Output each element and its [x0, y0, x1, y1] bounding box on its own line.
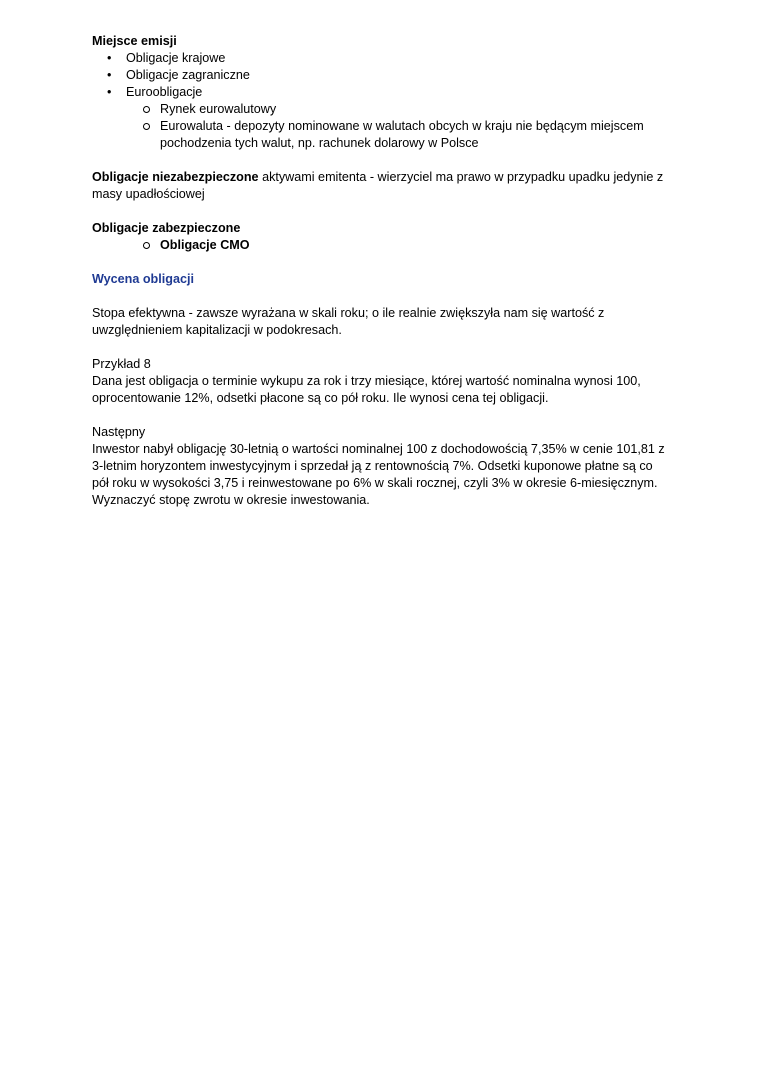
- wycena-heading: Wycena obligacji: [92, 272, 194, 286]
- sub-list-item: Obligacje CMO: [92, 237, 672, 254]
- next-title: Następny: [92, 425, 146, 439]
- sub-list-item: Rynek eurowalutowy: [92, 101, 672, 118]
- example-text: Dana jest obligacja o terminie wykupu za rok i trzy miesiące, której wartość nominalna wynosi 100, oprocentowanie 12%, odsetki płacone są co pół roku. Ile wynosi cena tej obligacji.: [92, 374, 641, 405]
- list-item: • Obligacje zagraniczne: [107, 68, 250, 82]
- sub-list-item: Eurowaluta - depozyty nominowane w walutach obcych w kraju nie będącym miejscem pochodzenia tych walut, np. rachunek dolarowy w Polsce: [92, 118, 672, 152]
- document-content: [92, 33, 672, 509]
- circle-bullet-icon: [143, 123, 150, 130]
- circle-bullet-icon: [143, 106, 150, 113]
- bullet-icon: •: [107, 68, 112, 82]
- example-title: Przykład 8: [92, 357, 151, 371]
- circle-bullet-icon: [143, 242, 150, 249]
- emisja-list: [92, 50, 672, 152]
- bullet-icon: •: [107, 51, 112, 65]
- zabezpieczone-title: Obligacje zabezpieczone: [92, 221, 241, 235]
- niezabezpieczone-paragraph: [92, 169, 672, 203]
- bullet-icon: •: [107, 85, 112, 99]
- emisja-title: Miejsce emisji: [92, 34, 177, 48]
- stopa-paragraph: Stopa efektywna - zawsze wyrażana w skali roku; o ile realnie zwiększyła nam się wartość z uwzględnieniem kapitalizacji w podokresach.: [92, 306, 605, 337]
- niezabezpieczone-term: Obligacje niezabezpieczone: [92, 170, 259, 184]
- next-text: Inwestor nabył obligację 30-letnią o wartości nominalnej 100 z dochodowością 7,35% w cenie 101,81 z 3-letnim horyzontem inwestycyjnym i sprzedał ją z rentownością 7%. Odsetki kuponowe płatne są co pół roku w wysokości 3,75 i reinwestowane po 6% w skali rocznej, czyli 3% w okresie 6-miesięcznym. Wyznaczyć stopę zwrotu w okresie inwestowania.: [92, 442, 665, 507]
- zabezpieczone-list: [92, 237, 672, 254]
- niezabezpieczone-text: aktywami emitenta - wierzyciel ma prawo w przypadku upadku jedynie z masy upadłościowej: [92, 170, 664, 201]
- list-item: • Euroobligacje: [107, 85, 203, 99]
- list-item: • Obligacje krajowe: [107, 51, 226, 65]
